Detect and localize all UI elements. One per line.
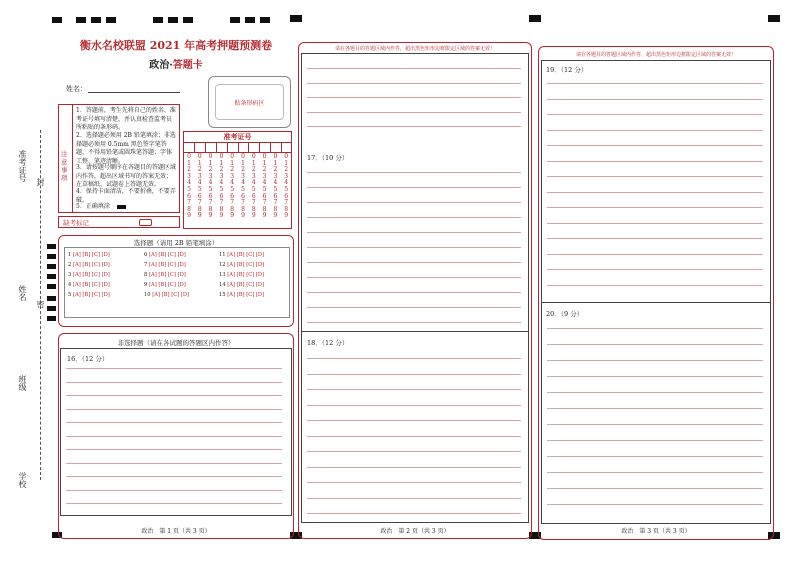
exam-id-digit-bubble[interactable]: 8 xyxy=(241,205,245,213)
choice-question-4[interactable] xyxy=(68,282,110,288)
exam-id-digit-bubble[interactable]: 3 xyxy=(197,172,202,180)
exam-id-digit-bubble[interactable]: 5 xyxy=(197,185,202,193)
writing-line[interactable] xyxy=(307,389,521,390)
exam-id-digit-bubble[interactable]: 3 xyxy=(251,172,256,180)
exam-id-digit-bubble[interactable]: 4 xyxy=(230,179,235,187)
exam-id-digit-bubble[interactable]: 0 xyxy=(241,153,245,160)
writing-line[interactable] xyxy=(547,83,763,84)
writing-line[interactable] xyxy=(547,114,763,115)
choice-options[interactable]: [A] [B] [C] [D] xyxy=(72,282,110,288)
writing-line[interactable] xyxy=(307,277,521,278)
exam-id-digit-bubble[interactable]: 8 xyxy=(187,205,191,213)
writing-line[interactable] xyxy=(307,513,521,514)
exam-id-digit-bubble[interactable]: 4 xyxy=(241,179,245,187)
choice-options[interactable]: [A] [B] [C] [D] xyxy=(72,252,110,258)
exam-id-digit-bubble[interactable]: 8 xyxy=(230,205,235,213)
exam-id-digit-bubble[interactable]: 4 xyxy=(251,179,256,187)
choice-number: 14 xyxy=(219,282,228,288)
side-seal2-label: 密 xyxy=(36,300,45,308)
exam-id-digit-bubble[interactable]: 3 xyxy=(230,172,235,180)
writing-line[interactable] xyxy=(547,392,763,393)
writing-line[interactable] xyxy=(307,374,521,375)
q19-q20-divider xyxy=(541,302,771,303)
choice-options[interactable]: [A] [B] [C] [D] xyxy=(72,292,110,298)
exam-id-digit-bubble[interactable]: 2 xyxy=(208,166,213,174)
choice-question-10[interactable] xyxy=(144,292,189,298)
exam-id-digit-bubble[interactable]: 5 xyxy=(208,185,213,193)
choice-question-12[interactable] xyxy=(219,262,264,268)
exam-id-digit-bubble[interactable]: 6 xyxy=(273,192,278,200)
timing-mark xyxy=(52,17,62,23)
exam-id-digit-bubble[interactable]: 8 xyxy=(273,205,278,213)
writing-line[interactable] xyxy=(307,68,521,69)
exam-id-digit-bubble[interactable]: 1 xyxy=(219,159,224,167)
exam-id-digit-bubble[interactable]: 5 xyxy=(187,185,191,193)
footer-page-2: 政治 第 2 页（共 3 页） xyxy=(380,528,450,535)
q18-label: 18．（12 分） xyxy=(307,339,349,347)
writing-line[interactable] xyxy=(547,192,763,193)
exam-id-digit-bubble[interactable]: 8 xyxy=(208,205,213,213)
choice-number: 12 xyxy=(219,262,228,268)
choice-title: 选择题（请用 2B 铅笔填涂） xyxy=(133,239,219,247)
exam-id-digit-bubble[interactable]: 6 xyxy=(251,192,256,200)
writing-line[interactable] xyxy=(307,420,521,421)
timing-mark xyxy=(529,15,541,22)
exam-id-digit-column[interactable] xyxy=(281,154,291,220)
absent-checkbox[interactable] xyxy=(139,219,152,226)
side-seal-label: 封 xyxy=(36,178,45,186)
subject-title xyxy=(60,56,292,71)
exam-id-digit-bubble[interactable]: 9 xyxy=(197,212,202,220)
writing-line[interactable] xyxy=(547,408,763,409)
exam-id-digit-bubble[interactable]: 8 xyxy=(284,205,289,213)
q19-label: 19．（12 分） xyxy=(546,66,588,74)
notice-item-4: 4．保持卡面清洁，不要折叠，不要弄破。 xyxy=(76,188,176,204)
choice-number: 2 xyxy=(68,262,73,268)
writing-line[interactable] xyxy=(307,436,521,437)
exam-id-digit-bubble[interactable]: 0 xyxy=(230,153,235,160)
writing-line[interactable] xyxy=(307,467,521,468)
nonchoice-title: 非选择题（请在各试题的答题区内作答） xyxy=(117,339,235,347)
writing-line[interactable] xyxy=(66,503,282,504)
notice-item-2: 2．选择题必须用 2B 铅笔填涂；非选择题必须用 0.5mm 黑色签字笔答题，不得用铅笔或圆珠笔答题；字体工整、笔迹清晰。 xyxy=(76,132,176,165)
exam-id-digit-column[interactable] xyxy=(216,154,226,220)
exam-id-digit-bubble[interactable]: 1 xyxy=(208,159,213,167)
writing-line[interactable] xyxy=(307,405,521,406)
exam-id-digit-column[interactable] xyxy=(260,154,270,220)
choice-question-13[interactable] xyxy=(219,272,264,278)
barcode-label: 贴条形码区 xyxy=(234,100,265,107)
exam-id-digit-bubble[interactable]: 6 xyxy=(208,192,213,200)
exam-id-column-divider xyxy=(194,142,195,152)
timing-mark xyxy=(183,17,193,23)
choice-options[interactable]: [A] [B] [C] [D] xyxy=(148,252,186,258)
writing-line[interactable] xyxy=(66,476,282,477)
exam-id-digit-bubble[interactable]: 4 xyxy=(187,179,191,187)
notice-item-1: 1．答题前，考生先将自己的姓名、准考证号填写清楚，并认真检查监考员所粘贴的条形码。 xyxy=(76,107,176,131)
writing-line[interactable] xyxy=(547,360,763,361)
choice-number: 4 xyxy=(68,282,73,288)
writing-line[interactable] xyxy=(66,490,282,491)
timing-mark xyxy=(153,17,163,23)
choice-question-7[interactable] xyxy=(144,262,186,268)
exam-id-digit-bubble[interactable]: 7 xyxy=(230,199,235,207)
timing-mark xyxy=(47,254,56,259)
card-name: 答题卡 xyxy=(172,60,203,71)
exam-id-digit-bubble[interactable]: 6 xyxy=(230,192,235,200)
exam-id-digit-bubble[interactable]: 9 xyxy=(230,212,235,220)
choice-number: 9 xyxy=(144,282,149,288)
panel2-box xyxy=(301,53,529,523)
exam-id-digit-bubble[interactable]: 2 xyxy=(284,166,289,174)
notice-divider xyxy=(72,104,73,213)
choice-options[interactable]: [A] [B] [C] [D] xyxy=(148,282,186,288)
exam-id-digit-bubble[interactable]: 0 xyxy=(273,153,278,160)
timing-mark xyxy=(76,17,86,23)
exam-id-digit-column[interactable] xyxy=(238,154,248,220)
choice-number: 13 xyxy=(219,272,228,278)
choice-question-11[interactable] xyxy=(219,252,264,258)
exam-id-digit-bubble[interactable]: 7 xyxy=(197,199,202,207)
writing-line[interactable] xyxy=(547,238,763,239)
choice-number: 7 xyxy=(144,262,149,268)
choice-number: 8 xyxy=(144,272,149,278)
q20-label: 20．（9 分） xyxy=(546,310,584,318)
notice-item-5: 5．正确填涂 xyxy=(76,203,110,210)
writing-line[interactable] xyxy=(66,436,282,437)
exam-id-digit-bubble[interactable]: 5 xyxy=(230,185,235,193)
writing-line[interactable] xyxy=(547,269,763,270)
exam-id-digit-bubble[interactable]: 0 xyxy=(251,153,256,160)
side-school-label: 学校 xyxy=(18,472,27,488)
subject-name: 政治 xyxy=(149,60,170,71)
writing-line[interactable] xyxy=(307,217,521,218)
exam-id-column-divider xyxy=(259,142,260,152)
q16-box xyxy=(60,348,292,516)
footer-page-1: 政治 第 1 页（共 3 页） xyxy=(141,528,211,535)
choice-question-1[interactable] xyxy=(68,252,110,258)
exam-id-digit-bubble[interactable]: 2 xyxy=(230,166,235,174)
exam-id-digit-bubble[interactable]: 7 xyxy=(262,199,267,207)
writing-line[interactable] xyxy=(307,292,521,293)
exam-id-digit-bubble[interactable]: 3 xyxy=(241,172,245,180)
exam-id-digit-bubble[interactable]: 1 xyxy=(262,159,267,167)
exam-id-digit-bubble[interactable]: 7 xyxy=(208,199,213,207)
writing-line[interactable] xyxy=(66,463,282,464)
timing-mark xyxy=(768,15,780,22)
exam-id-digit-column[interactable] xyxy=(195,154,205,220)
exam-id-digit-bubble[interactable]: 9 xyxy=(219,212,224,220)
exam-id-digit-bubble[interactable]: 5 xyxy=(273,185,278,193)
exam-id-digit-bubble[interactable]: 8 xyxy=(197,205,202,213)
panel2-warning: 请在各题目的答题区域内作答，超出黑色矩形边框限定区域的答案无效！ xyxy=(334,46,495,52)
exam-id-digit-bubble[interactable]: 1 xyxy=(273,159,278,167)
exam-id-digit-column[interactable] xyxy=(249,154,259,220)
exam-id-digit-bubble[interactable]: 9 xyxy=(262,212,267,220)
exam-id-digit-bubble[interactable]: 6 xyxy=(262,192,267,200)
exam-id-digit-bubble[interactable]: 6 xyxy=(284,192,289,200)
exam-id-digit-bubble[interactable]: 6 xyxy=(219,192,224,200)
exam-id-digit-bubble[interactable]: 3 xyxy=(187,172,191,180)
exam-id-digit-bubble[interactable]: 2 xyxy=(219,166,224,174)
timing-mark xyxy=(260,17,270,23)
exam-id-digit-bubble[interactable]: 8 xyxy=(262,205,267,213)
side-name-label: 姓名 xyxy=(18,285,27,301)
choice-options[interactable]: [A] [B] [C] [D] xyxy=(227,252,265,258)
exam-id-digit-bubble[interactable]: 9 xyxy=(241,212,245,220)
choice-question-8[interactable] xyxy=(144,272,186,278)
exam-id-digit-bubble[interactable]: 9 xyxy=(251,212,256,220)
writing-line[interactable] xyxy=(66,395,282,396)
exam-id-digit-bubble[interactable]: 2 xyxy=(251,166,256,174)
timing-mark xyxy=(230,17,240,23)
writing-line[interactable] xyxy=(547,328,763,329)
writing-line[interactable] xyxy=(307,247,521,248)
choice-number: 15 xyxy=(219,292,228,298)
exam-id-digit-bubble[interactable]: 1 xyxy=(251,159,256,167)
writing-line[interactable] xyxy=(547,472,763,473)
exam-id-digit-bubble[interactable]: 3 xyxy=(219,172,224,180)
choice-options[interactable]: [A] [B] [C] [D] xyxy=(227,292,265,298)
exam-id-digit-bubble[interactable]: 3 xyxy=(208,172,213,180)
writing-line[interactable] xyxy=(307,83,521,84)
choice-number: 3 xyxy=(68,272,73,278)
exam-id-digit-bubble[interactable]: 7 xyxy=(251,199,256,207)
writing-line[interactable] xyxy=(307,112,521,113)
exam-id-digit-bubble[interactable]: 5 xyxy=(219,185,224,193)
exam-id-column-divider xyxy=(205,142,206,152)
exam-id-digit-bubble[interactable]: 9 xyxy=(187,212,191,220)
writing-line[interactable] xyxy=(307,97,521,98)
writing-line[interactable] xyxy=(307,482,521,483)
exam-id-digit-bubble[interactable]: 4 xyxy=(197,179,202,187)
choice-options[interactable]: [A] [B] [C] [D] xyxy=(152,292,190,298)
choice-question-14[interactable] xyxy=(219,282,264,288)
timing-mark xyxy=(47,296,56,301)
exam-id-digit-bubble[interactable]: 2 xyxy=(273,166,278,174)
exam-id-digit-bubble[interactable]: 7 xyxy=(187,199,191,207)
exam-id-digit-bubble[interactable]: 1 xyxy=(197,159,202,167)
writing-line[interactable] xyxy=(547,488,763,489)
timing-mark xyxy=(47,274,56,279)
side-class-label: 班级 xyxy=(18,375,27,391)
exam-id-digit-bubble[interactable]: 1 xyxy=(187,159,191,167)
footer-page-3: 政治 第 3 页（共 3 页） xyxy=(621,528,691,535)
exam-id-digit-bubble[interactable]: 0 xyxy=(284,153,289,160)
exam-id-digit-bubble[interactable]: 1 xyxy=(230,159,235,167)
exam-id-digit-bubble[interactable]: 2 xyxy=(187,166,191,174)
timing-mark xyxy=(47,244,56,249)
choice-question-3[interactable] xyxy=(68,272,110,278)
writing-line[interactable] xyxy=(66,449,282,450)
side-id-label: 准考证号 xyxy=(18,150,27,182)
timing-mark xyxy=(47,306,56,311)
exam-id-digit-bubble[interactable]: 0 xyxy=(219,153,224,160)
timing-mark xyxy=(91,17,101,23)
choice-number: 11 xyxy=(219,252,228,258)
exam-id-digit-bubble[interactable]: 8 xyxy=(219,205,224,213)
exam-id-digit-bubble[interactable]: 7 xyxy=(273,199,278,207)
panel3-warning: 请在各题目的答题区域内作答，超出黑色矩形边框限定区域的答案无效！ xyxy=(575,52,736,58)
exam-id-digit-bubble[interactable]: 7 xyxy=(284,199,289,207)
exam-id-column-divider xyxy=(227,142,228,152)
choice-number: 1 xyxy=(68,252,73,258)
writing-line[interactable] xyxy=(307,262,521,263)
exam-id-title: 准考证号 xyxy=(223,132,252,141)
choice-options[interactable]: [A] [B] [C] [D] xyxy=(148,272,186,278)
writing-line[interactable] xyxy=(307,126,521,127)
writing-line[interactable] xyxy=(307,187,521,188)
exam-id-digit-bubble[interactable]: 5 xyxy=(284,185,289,193)
fill-example xyxy=(117,205,126,209)
writing-line[interactable] xyxy=(547,254,763,255)
exam-id-digit-bubble[interactable]: 7 xyxy=(219,199,224,207)
choice-number: 5 xyxy=(68,292,73,298)
exam-id-digit-column[interactable] xyxy=(270,154,280,220)
writing-line[interactable] xyxy=(307,451,521,452)
absent-label: 缺考标记 xyxy=(63,219,89,227)
writing-line[interactable] xyxy=(66,368,282,369)
writing-line[interactable] xyxy=(547,145,763,146)
exam-id-column-divider xyxy=(270,142,271,152)
choice-number: 6 xyxy=(144,252,149,258)
exam-id-digit-bubble[interactable]: 6 xyxy=(241,192,245,200)
exam-id-digit-bubble[interactable]: 4 xyxy=(273,179,278,187)
writing-line[interactable] xyxy=(307,172,521,173)
exam-id-digit-bubble[interactable]: 7 xyxy=(241,199,245,207)
writing-line[interactable] xyxy=(547,456,763,457)
exam-id-digit-bubble[interactable]: 9 xyxy=(284,212,289,220)
choice-question-15[interactable] xyxy=(219,292,264,298)
exam-id-digit-bubble[interactable]: 2 xyxy=(197,166,202,174)
writing-line[interactable] xyxy=(547,424,763,425)
choice-number: 10 xyxy=(144,292,153,298)
writing-line[interactable] xyxy=(547,344,763,345)
name-label: 姓名： xyxy=(66,85,87,93)
exam-id-digit-bubble[interactable]: 4 xyxy=(208,179,213,187)
exam-id-digit-bubble[interactable]: 0 xyxy=(187,153,191,160)
writing-line[interactable] xyxy=(547,176,763,177)
notice-title: 注意事项 xyxy=(61,150,68,182)
choice-options[interactable]: [A] [B] [C] [D] xyxy=(227,272,265,278)
exam-id-digit-bubble[interactable]: 2 xyxy=(241,166,245,174)
choice-options[interactable]: [A] [B] [C] [D] xyxy=(148,262,186,268)
writing-line[interactable] xyxy=(307,232,521,233)
exam-id-digit-bubble[interactable]: 8 xyxy=(251,205,256,213)
choice-options[interactable]: [A] [B] [C] [D] xyxy=(72,272,110,278)
exam-id-column-divider xyxy=(248,142,249,152)
writing-line[interactable] xyxy=(307,322,521,323)
exam-id-digit-bubble[interactable]: 9 xyxy=(208,212,213,220)
timing-mark xyxy=(47,316,56,321)
exam-id-digit-bubble[interactable]: 3 xyxy=(273,172,278,180)
writing-line[interactable] xyxy=(66,409,282,410)
notice-item-3: 3．请按题号顺序在各题目的答题区域内作答，超出区域书写的答案无效；在草稿纸、试题卷上答题无效。 xyxy=(76,164,176,188)
exam-id-column-divider xyxy=(238,142,239,152)
choice-question-2[interactable] xyxy=(68,262,110,268)
q17-q18-divider xyxy=(301,331,529,332)
timing-mark xyxy=(245,17,255,23)
exam-id-digit-bubble[interactable]: 0 xyxy=(262,153,267,160)
exam-id-digit-bubble[interactable]: 4 xyxy=(284,179,289,187)
exam-id-digit-bubble[interactable]: 1 xyxy=(241,159,245,167)
writing-line[interactable] xyxy=(547,440,763,441)
exam-id-digit-bubble[interactable]: 0 xyxy=(208,153,213,160)
exam-id-digit-bubble[interactable]: 1 xyxy=(284,159,289,167)
exam-id-digit-bubble[interactable]: 9 xyxy=(273,212,278,220)
writing-line[interactable] xyxy=(307,358,521,359)
choice-question-6[interactable] xyxy=(144,252,186,258)
writing-line[interactable] xyxy=(547,161,763,162)
choice-options[interactable]: [A] [B] [C] [D] xyxy=(227,282,265,288)
exam-id-digit-bubble[interactable]: 4 xyxy=(262,179,267,187)
q16-label: 16．（12 分） xyxy=(67,355,109,363)
timing-mark xyxy=(290,15,302,22)
exam-id-digit-bubble[interactable]: 6 xyxy=(197,192,202,200)
exam-id-digit-bubble[interactable]: 5 xyxy=(251,185,256,193)
writing-line[interactable] xyxy=(547,504,763,505)
writing-line[interactable] xyxy=(66,422,282,423)
choice-options[interactable]: [A] [B] [C] [D] xyxy=(72,262,110,268)
name-field[interactable] xyxy=(88,92,180,93)
writing-line[interactable] xyxy=(547,99,763,100)
writing-line[interactable] xyxy=(307,307,521,308)
writing-line[interactable] xyxy=(547,376,763,377)
subject-dot: · xyxy=(169,60,173,71)
writing-line[interactable] xyxy=(66,382,282,383)
choice-options[interactable]: [A] [B] [C] [D] xyxy=(227,262,265,268)
exam-id-digit-bubble[interactable]: 4 xyxy=(219,179,224,187)
writing-line[interactable] xyxy=(547,130,763,131)
writing-line[interactable] xyxy=(547,207,763,208)
choice-question-5[interactable] xyxy=(68,292,110,298)
exam-id-digit-bubble[interactable]: 2 xyxy=(262,166,267,174)
timing-mark xyxy=(47,284,56,289)
q17-label: 17．（10 分） xyxy=(307,154,349,162)
exam-id-digit-bubble[interactable]: 5 xyxy=(262,185,267,193)
exam-id-digit-bubble[interactable]: 6 xyxy=(187,192,191,200)
exam-id-column-divider xyxy=(281,142,282,152)
writing-line[interactable] xyxy=(547,285,763,286)
binding-line xyxy=(40,130,41,480)
exam-id-digit-column[interactable] xyxy=(184,154,194,220)
exam-id-digit-bubble[interactable]: 3 xyxy=(284,172,289,180)
exam-id-digit-bubble[interactable]: 5 xyxy=(241,185,245,193)
writing-line[interactable] xyxy=(307,498,521,499)
writing-line[interactable] xyxy=(307,202,521,203)
exam-id-digit-bubble[interactable]: 3 xyxy=(262,172,267,180)
writing-line[interactable] xyxy=(547,223,763,224)
timing-mark xyxy=(106,17,116,23)
exam-id-digit-column[interactable] xyxy=(227,154,237,220)
timing-mark xyxy=(168,17,178,23)
exam-id-digit-bubble[interactable]: 0 xyxy=(197,153,202,160)
page-title: 衡水名校联盟 2021 年高考押题预测卷 xyxy=(79,39,273,52)
exam-id-digit-column[interactable] xyxy=(206,154,216,220)
choice-question-9[interactable] xyxy=(144,282,186,288)
exam-id-column-divider xyxy=(216,142,217,152)
timing-mark xyxy=(47,264,56,269)
